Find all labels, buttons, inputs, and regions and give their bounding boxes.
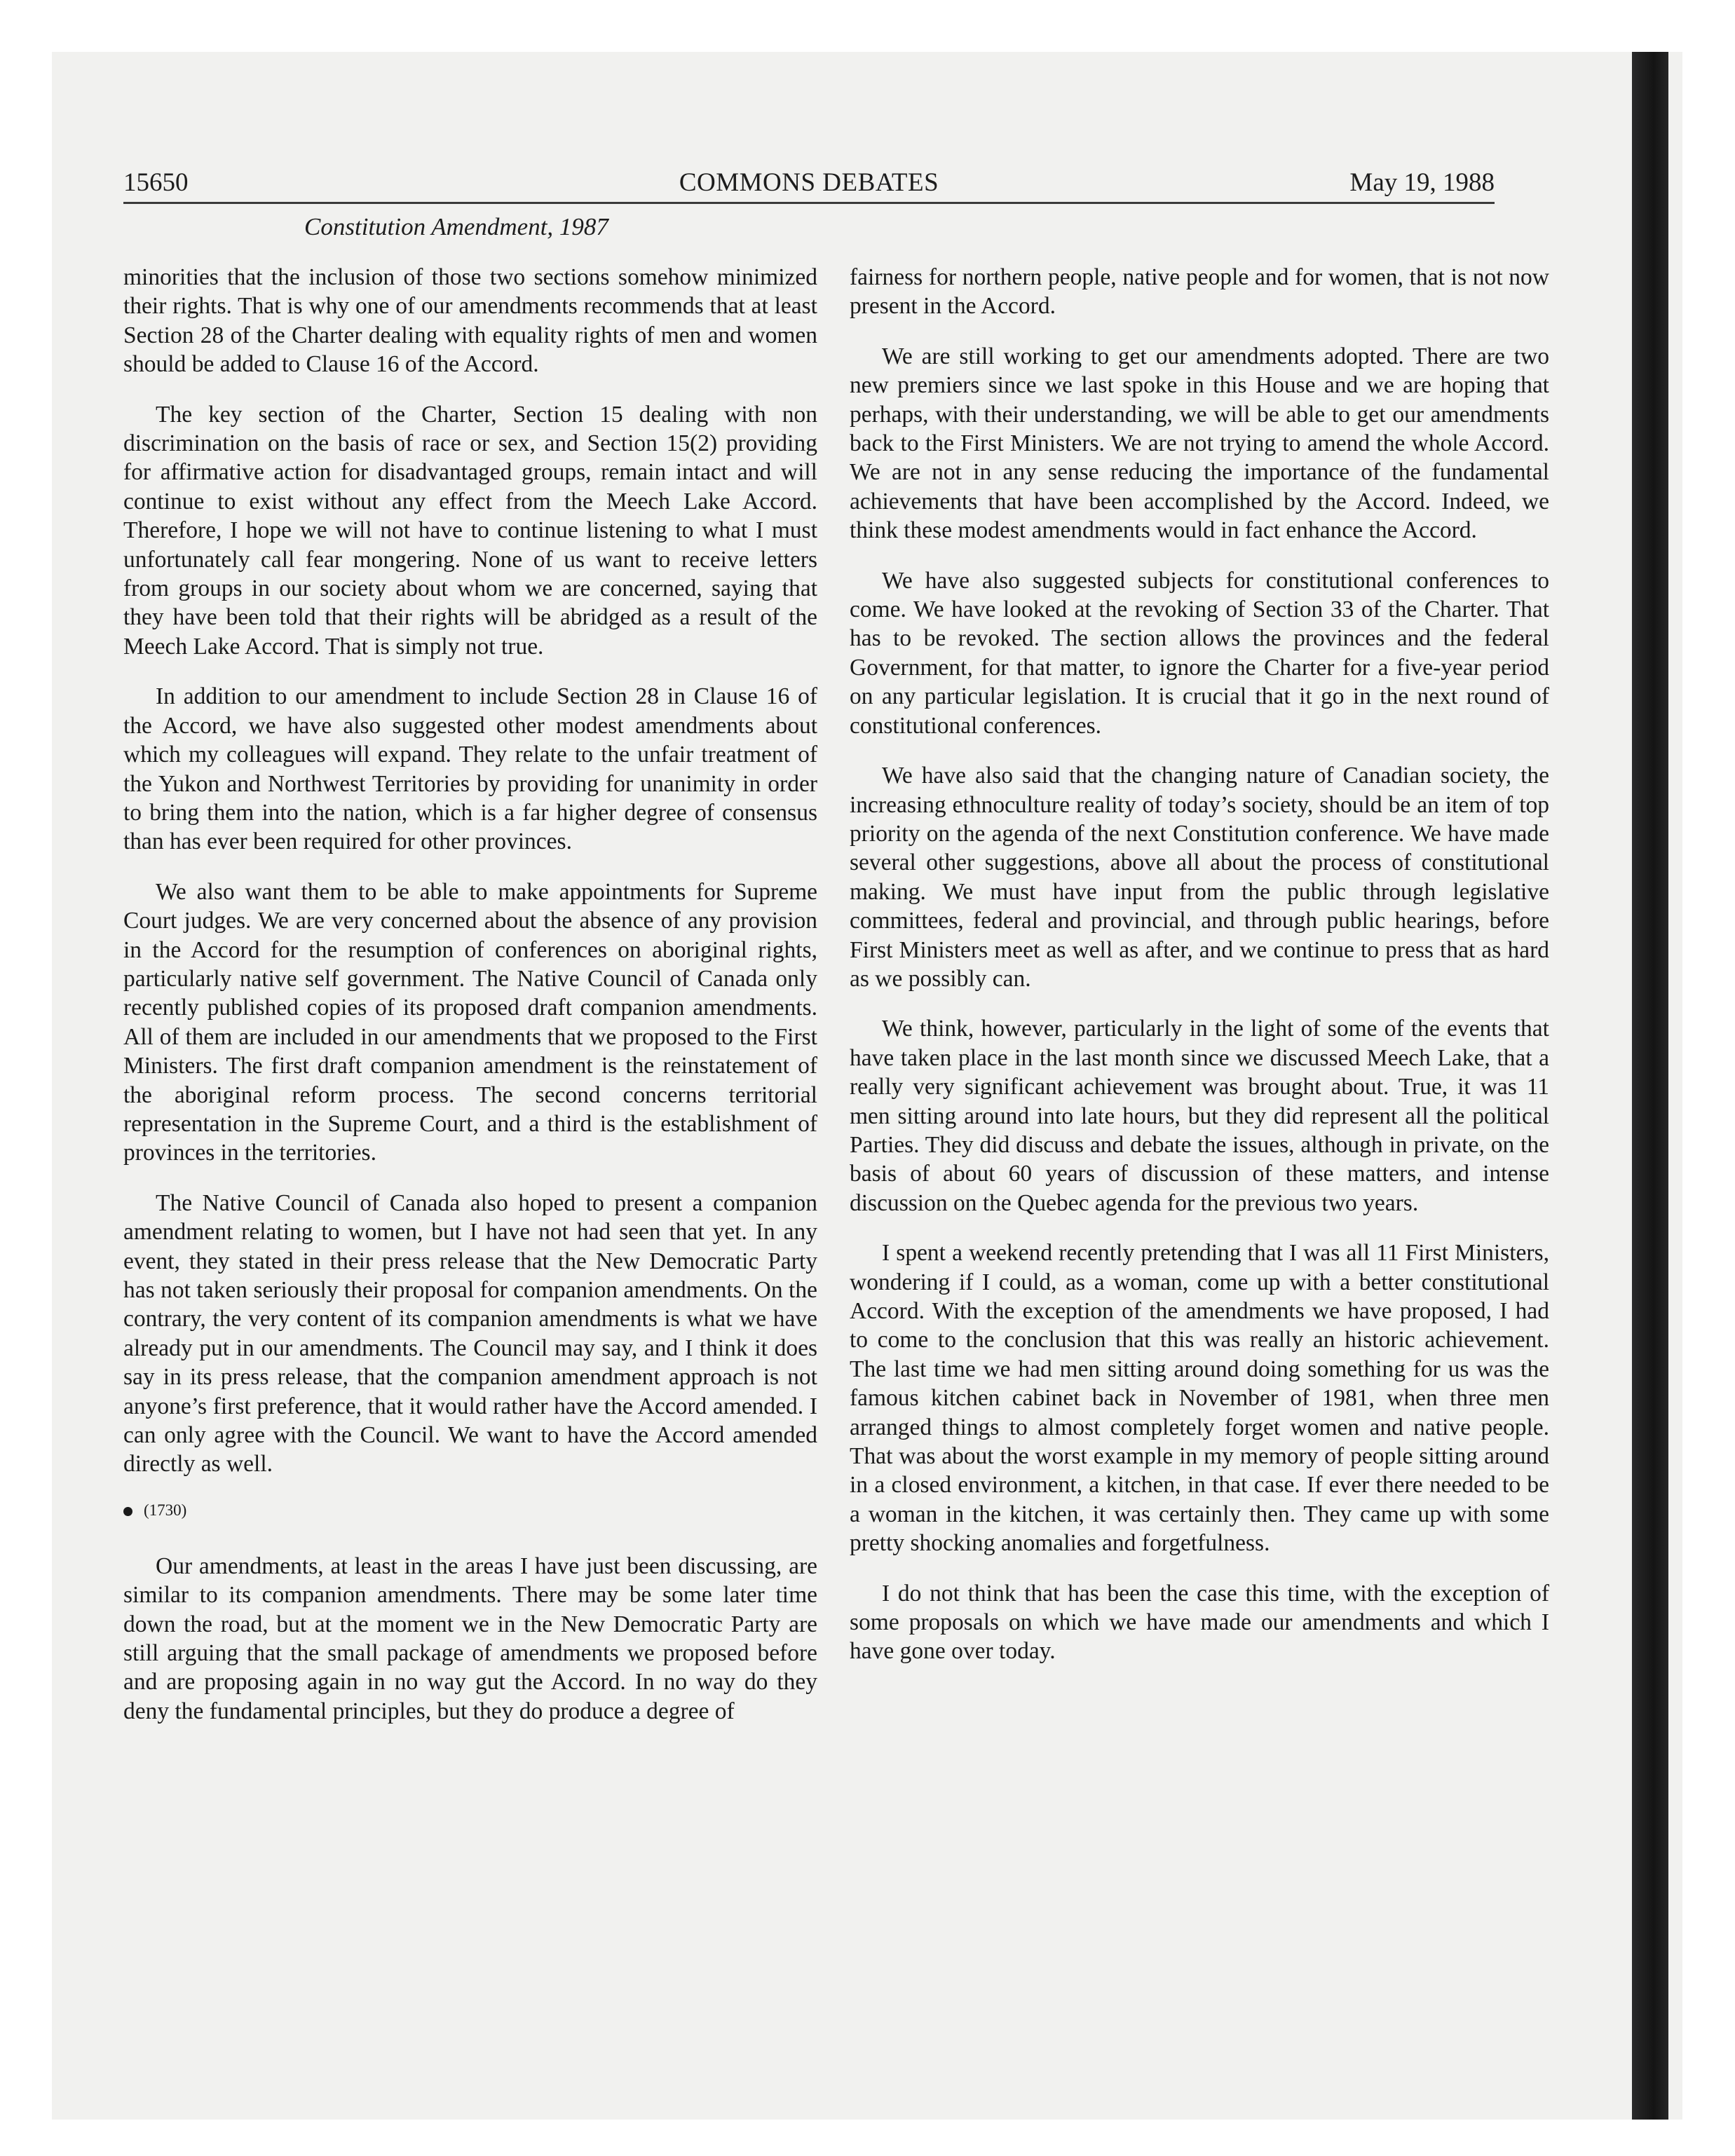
paragraph: The key section of the Charter, Section 15 dealing with non discrimination on the basis of race or sex, and Section 15(2) providing for affirmative action for disadvantaged groups, remain intact and will continue to exist without any effect from the Meech Lake Accord. Therefore, I hope we will not have to continue listening to what I must unfortunately call fear mongering. None of us want to receive letters from groups in our society about whom we are concerned, saying that they have been told that their rights will be abridged as a result of the Meech Lake Accord. That is simply not true. xyxy=(123,401,817,660)
paragraph: The Native Council of Canada also hoped to present a companion amendment relating to women, but I have not had seen that yet. In any event, they stated in their press release that the New Democratic Party has not taken seriously their proposal for companion amendments. On the contrary, the very content of its companion amendments is what we have already put in our amendments. The Council may say, and I think it does say in its press release, that the companion amendment approach is not anyone’s first preference, that it would rather have the Accord amended. I can only agree with the Council. We want to have the Accord amended directly as well. xyxy=(123,1189,817,1478)
left-column xyxy=(123,263,817,1747)
paragraph: minorities that the inclusion of those two sections somehow minimized their rights. That is why one of our amendments recommends that at least Section 28 of the Charter dealing with equality rights of men and women should be added to Clause 16 of the Accord. xyxy=(123,264,817,378)
right-column xyxy=(850,263,1549,1687)
paragraph: I do not think that has been the case this time, with the exception of some proposals on which we have made our amendments and which I have gone over today. xyxy=(850,1580,1549,1665)
page-number: 15650 xyxy=(123,168,189,197)
paragraph: In addition to our amendment to include Section 28 in Clause 16 of the Accord, we have also suggested other modest amendments about which my colleagues will expand. They relate to the unfair treatment of the Yukon and Northwest Territories by providing for unanimity in order to bring them into the nation, which is a far higher degree of consensus than has ever been required for other provinces. xyxy=(123,683,817,855)
running-head: Constitution Amendment, 1987 xyxy=(304,213,608,240)
paragraph: I spent a weekend recently pretending that I was all 11 First Ministers, wondering if I could, as a woman, come up with a better constitutional Accord. With the exception of the amendments we have proposed, I had to come to the conclusion that this was really an historic achievement. The last time we had men sitting around doing something for us was the famous kitchen cabinet back in November of 1981, when three men arranged things to almost completely forget women and native people. That was about the worst example in my memory of people sitting around in a closed environment, a kitchen, in that case. If ever there needed to be a woman in the kitchen, it was certainly then. They came up with some pretty shocking anomalies and forgetfulness. xyxy=(850,1240,1549,1557)
paragraph: fairness for northern people, native people and for women, that is not now present in the Accord. xyxy=(850,264,1549,320)
paragraph: We have also said that the changing nature of Canadian society, the increasing ethnoculture reality of today’s society, should be an item of top priority on the agenda of the next Constitution conference. We have made several other suggestions, above all about the process of constitutional making. We must have input from the public through legislative committees, federal and provincial, and through public hearings, before First Ministers meet as well as after, and we continue to press that as hard as we possibly can. xyxy=(850,763,1549,992)
paragraph: We are still working to get our amendments adopted. There are two new premiers since we last spoke in this House and we are hoping that perhaps, with their understanding, we will be able to get our amendments back to the First Ministers. We are not trying to amend the whole Accord. We are not in any sense reducing the importance of the fundamental achievements that have been accomplished by the Accord. Indeed, we think these modest amendments would in fact enhance the Accord. xyxy=(850,343,1549,544)
publication-title: COMMONS DEBATES xyxy=(679,168,939,197)
page-date: May 19, 1988 xyxy=(1349,168,1495,197)
paragraph: We think, however, particularly in the light of some of the events that have taken place in the last month since we discussed Meech Lake, that a really very significant achievement was brought about. True, it was 11 men sitting around into late hours, but they did represent all the political Parties. They did discuss and debate the issues, although in private, on the basis of about 60 years of discussion of these matters, and intense discussion on the Quebec agenda for the previous two years. xyxy=(850,1016,1549,1216)
time-marker xyxy=(123,1500,817,1521)
time-marker-text: (1730) xyxy=(144,1501,187,1519)
paragraph: Our amendments, at least in the areas I have just been discussing, are similar to its companion amendments. There may be some later time down the road, but at the moment we in the New Democratic Party are still arguing that the small package of amendments we proposed before and are proposing again in no way gut the Accord. In no way do they deny the fundamental principles, but they do produce a degree of xyxy=(123,1553,817,1724)
bullet-icon xyxy=(123,1507,132,1516)
page-header xyxy=(123,164,1495,204)
paragraph: We have also suggested subjects for constitutional conferences to come. We have looked at the revoking of Section 33 of the Charter. That has to be revoked. The section allows the provinces and the federal Government, for that matter, to ignore the Charter for a five-year period on any particular legislation. It is crucial that it go in the next round of constitutional conferences. xyxy=(850,567,1549,739)
paragraph: We also want them to be able to make appointments for Supreme Court judges. We are very concerned about the absence of any provision in the Accord for the resumption of conferences on aboriginal rights, particularly native self government. The Native Council of Canada only recently published copies of its proposed draft companion amendments. All of them are included in our amendments that we proposed to the First Ministers. The first draft companion amendment is the reinstatement of the aboriginal reform process. The second concerns territorial representation in the Supreme Court, and a third is the establishment of provinces in the territories. xyxy=(123,878,817,1166)
scan-edge-shadow xyxy=(1632,52,1668,2120)
